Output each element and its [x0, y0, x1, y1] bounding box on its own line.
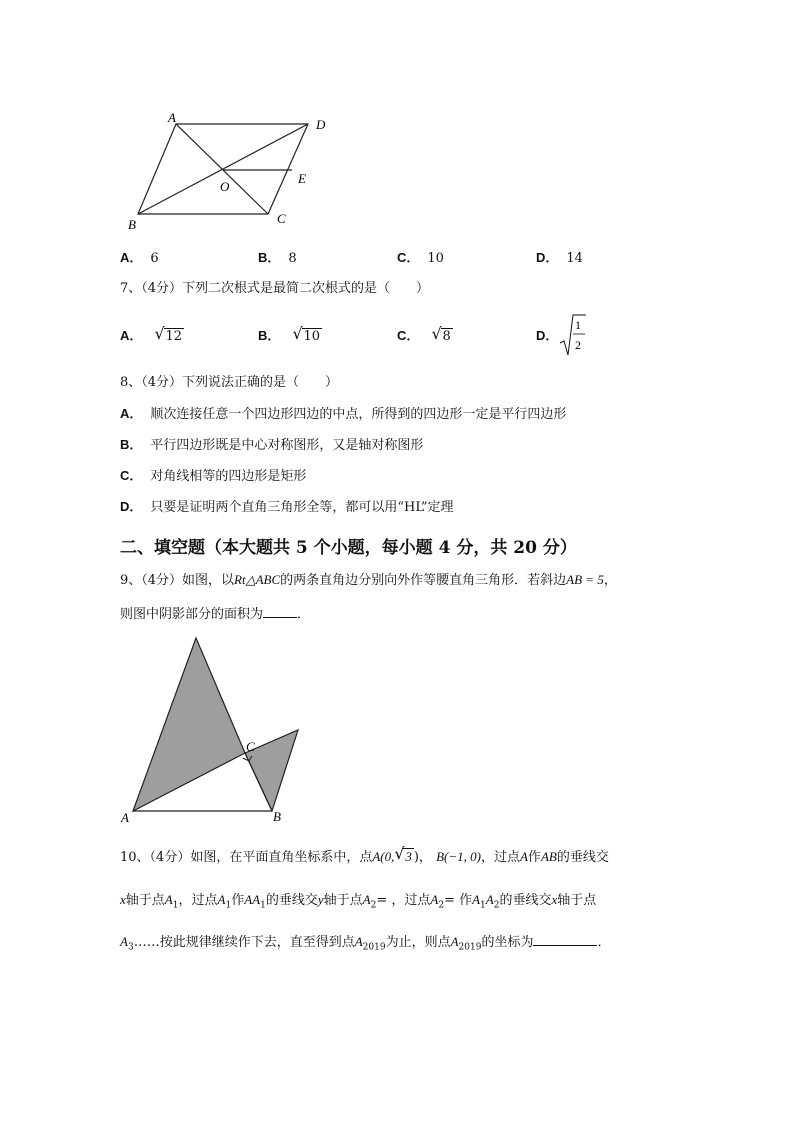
q6-option-b: B． 8: [258, 250, 297, 266]
q6-option-a: A． 6: [120, 250, 159, 266]
q8-option-b: B． 平行四边形既是中心对称图形，又是轴对称图形: [120, 437, 424, 453]
fraction-denominator: 2: [575, 338, 581, 352]
q7-option-c: C． √ 8: [397, 324, 451, 344]
fraction-numerator: 1: [575, 318, 581, 332]
shaded-triangle-left: [133, 638, 245, 811]
q8-option-a: A． 顺次连接任意一个四边形四边的中点，所得到的四边形一定是平行四边形: [120, 406, 567, 422]
answer-blank[interactable]: [263, 604, 297, 618]
q7-option-d-radical: [558, 313, 588, 359]
q10-line2: x轴于点$A_1$，过点$A_1$作$AA_1$的垂线交y轴于点$A_2=$ ，过点$A_2=$ 作$A_1A_2$的垂线交x轴于点: [120, 892, 597, 911]
q6-option-d: D． 14: [536, 250, 583, 266]
label-d: D: [316, 117, 326, 132]
q9-line2: 则图中阴影部分的面积为 ．: [120, 604, 310, 623]
q7-option-a: A． √ 12: [120, 324, 183, 344]
label-e: E: [298, 171, 306, 186]
q7-option-b: B． √ 10: [258, 324, 321, 344]
diagonal-bd: [138, 124, 308, 214]
q6-option-c: C． 10: [397, 250, 444, 266]
shaded-triangle-figure: [115, 630, 315, 828]
section-heading-fill-in: 二、填空题（本大题共 5 个小题，每小题 4 分，共 20 分）: [120, 538, 577, 558]
label-a: A: [168, 110, 176, 125]
q10-line3: $A_3\dots\dots$按此规律继续作下去，直至得到点$A_{2019}$为止，则点$A_{2019}$的坐标为 ．: [120, 934, 611, 953]
label-c: C: [246, 739, 255, 754]
label-a: A: [121, 810, 129, 825]
q9-line1: 9、（4分）如图，以Rt△ABC的两条直角边分别向外作等腰直角三角形．若斜边AB = 5，: [120, 572, 617, 588]
q8-option-c: C． 对角线相等的四边形是矩形: [120, 468, 307, 484]
parallelogram-figure: [120, 110, 340, 235]
q7-option-d: D．: [536, 328, 559, 343]
label-b: B: [273, 809, 281, 824]
q8-stem: 8、（4分）下列说法正确的是（ ）: [120, 375, 339, 390]
label-c: C: [277, 211, 286, 226]
label-o: O: [220, 179, 230, 194]
answer-blank[interactable]: [533, 932, 597, 946]
q7-stem: 7、（4分）下列二次根式是最简二次根式的是（ ）: [120, 281, 430, 296]
q10-line1: 10、（4分）如图，在平面直角坐标系中，点A(0, √ 3 )， B(−1, 0)，过点A作AB的垂线交: [120, 844, 609, 865]
label-b: B: [128, 217, 136, 232]
q8-option-d: D． 只要是证明两个直角三角形全等，都可以用“HL”定理: [120, 499, 454, 515]
